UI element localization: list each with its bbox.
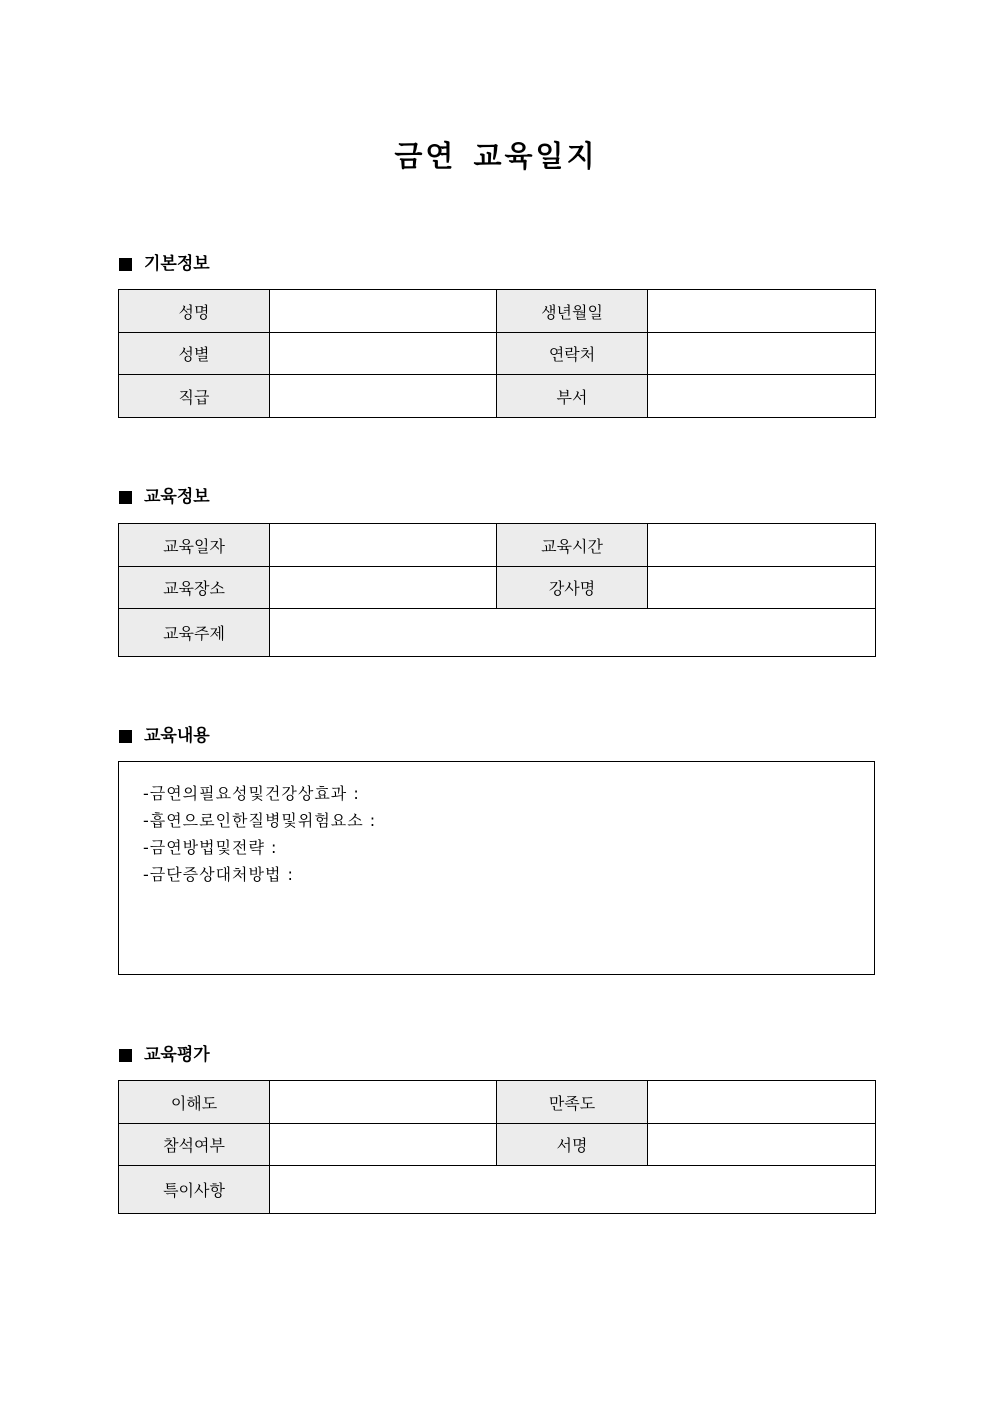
section-heading-education — [119, 485, 210, 509]
label-department: 부서 — [497, 375, 648, 418]
section-heading-basic — [119, 252, 210, 276]
education-info-table — [118, 523, 876, 657]
signature-field[interactable] — [648, 1124, 876, 1166]
table-row — [119, 524, 876, 567]
label-instructor: 강사명 — [497, 567, 648, 609]
table-row — [119, 375, 876, 418]
position-field[interactable] — [270, 375, 497, 418]
label-contact: 연락처 — [497, 333, 648, 375]
education-time-field[interactable] — [648, 524, 876, 567]
section-heading-text: 교육정보 — [144, 487, 210, 507]
understanding-field[interactable] — [270, 1081, 497, 1124]
table-row — [119, 333, 876, 375]
label-gender: 성별 — [119, 333, 270, 375]
education-place-field[interactable] — [270, 567, 497, 609]
label-education-topic: 교육주제 — [119, 609, 270, 657]
label-understanding: 이해도 — [119, 1081, 270, 1124]
department-field[interactable] — [648, 375, 876, 418]
contact-field[interactable] — [648, 333, 876, 375]
basic-info-table — [118, 289, 876, 418]
content-line-diseases: -흡연으로인한질병및위험요소 : — [143, 811, 377, 830]
label-attendance: 참석여부 — [119, 1124, 270, 1166]
section-heading-evaluation — [119, 1043, 210, 1067]
content-line-benefits: -금연의필요성및건강상효과 : — [143, 784, 360, 803]
evaluation-table — [118, 1080, 876, 1214]
content-line-methods: -금연방법및전략 : — [143, 838, 278, 857]
label-education-date: 교육일자 — [119, 524, 270, 567]
notes-field[interactable] — [270, 1166, 876, 1214]
label-education-place: 교육장소 — [119, 567, 270, 609]
square-bullet-icon — [119, 1049, 132, 1062]
section-heading-text: 기본정보 — [144, 254, 210, 274]
gender-field[interactable] — [270, 333, 497, 375]
education-content-box[interactable] — [118, 761, 875, 975]
label-signature: 서명 — [497, 1124, 648, 1166]
instructor-field[interactable] — [648, 567, 876, 609]
table-row — [119, 609, 876, 657]
attendance-field[interactable] — [270, 1124, 497, 1166]
table-row — [119, 567, 876, 609]
section-heading-text: 교육평가 — [144, 1045, 210, 1065]
label-position: 직급 — [119, 375, 270, 418]
section-heading-content — [119, 724, 210, 748]
square-bullet-icon — [119, 491, 132, 504]
label-birthdate: 생년월일 — [497, 290, 648, 333]
birthdate-field[interactable] — [648, 290, 876, 333]
square-bullet-icon — [119, 730, 132, 743]
satisfaction-field[interactable] — [648, 1081, 876, 1124]
table-row — [119, 1081, 876, 1124]
content-line-withdrawal: -금단증상대처방법 : — [143, 865, 294, 884]
label-notes: 특이사항 — [119, 1166, 270, 1214]
page-title: 금연 교육일지 — [394, 139, 598, 173]
label-name: 성명 — [119, 290, 270, 333]
square-bullet-icon — [119, 258, 132, 271]
label-satisfaction: 만족도 — [497, 1081, 648, 1124]
table-row — [119, 290, 876, 333]
section-heading-text: 교육내용 — [144, 726, 210, 746]
education-date-field[interactable] — [270, 524, 497, 567]
name-field[interactable] — [270, 290, 497, 333]
table-row — [119, 1124, 876, 1166]
table-row — [119, 1166, 876, 1214]
education-topic-field[interactable] — [270, 609, 876, 657]
label-education-time: 교육시간 — [497, 524, 648, 567]
